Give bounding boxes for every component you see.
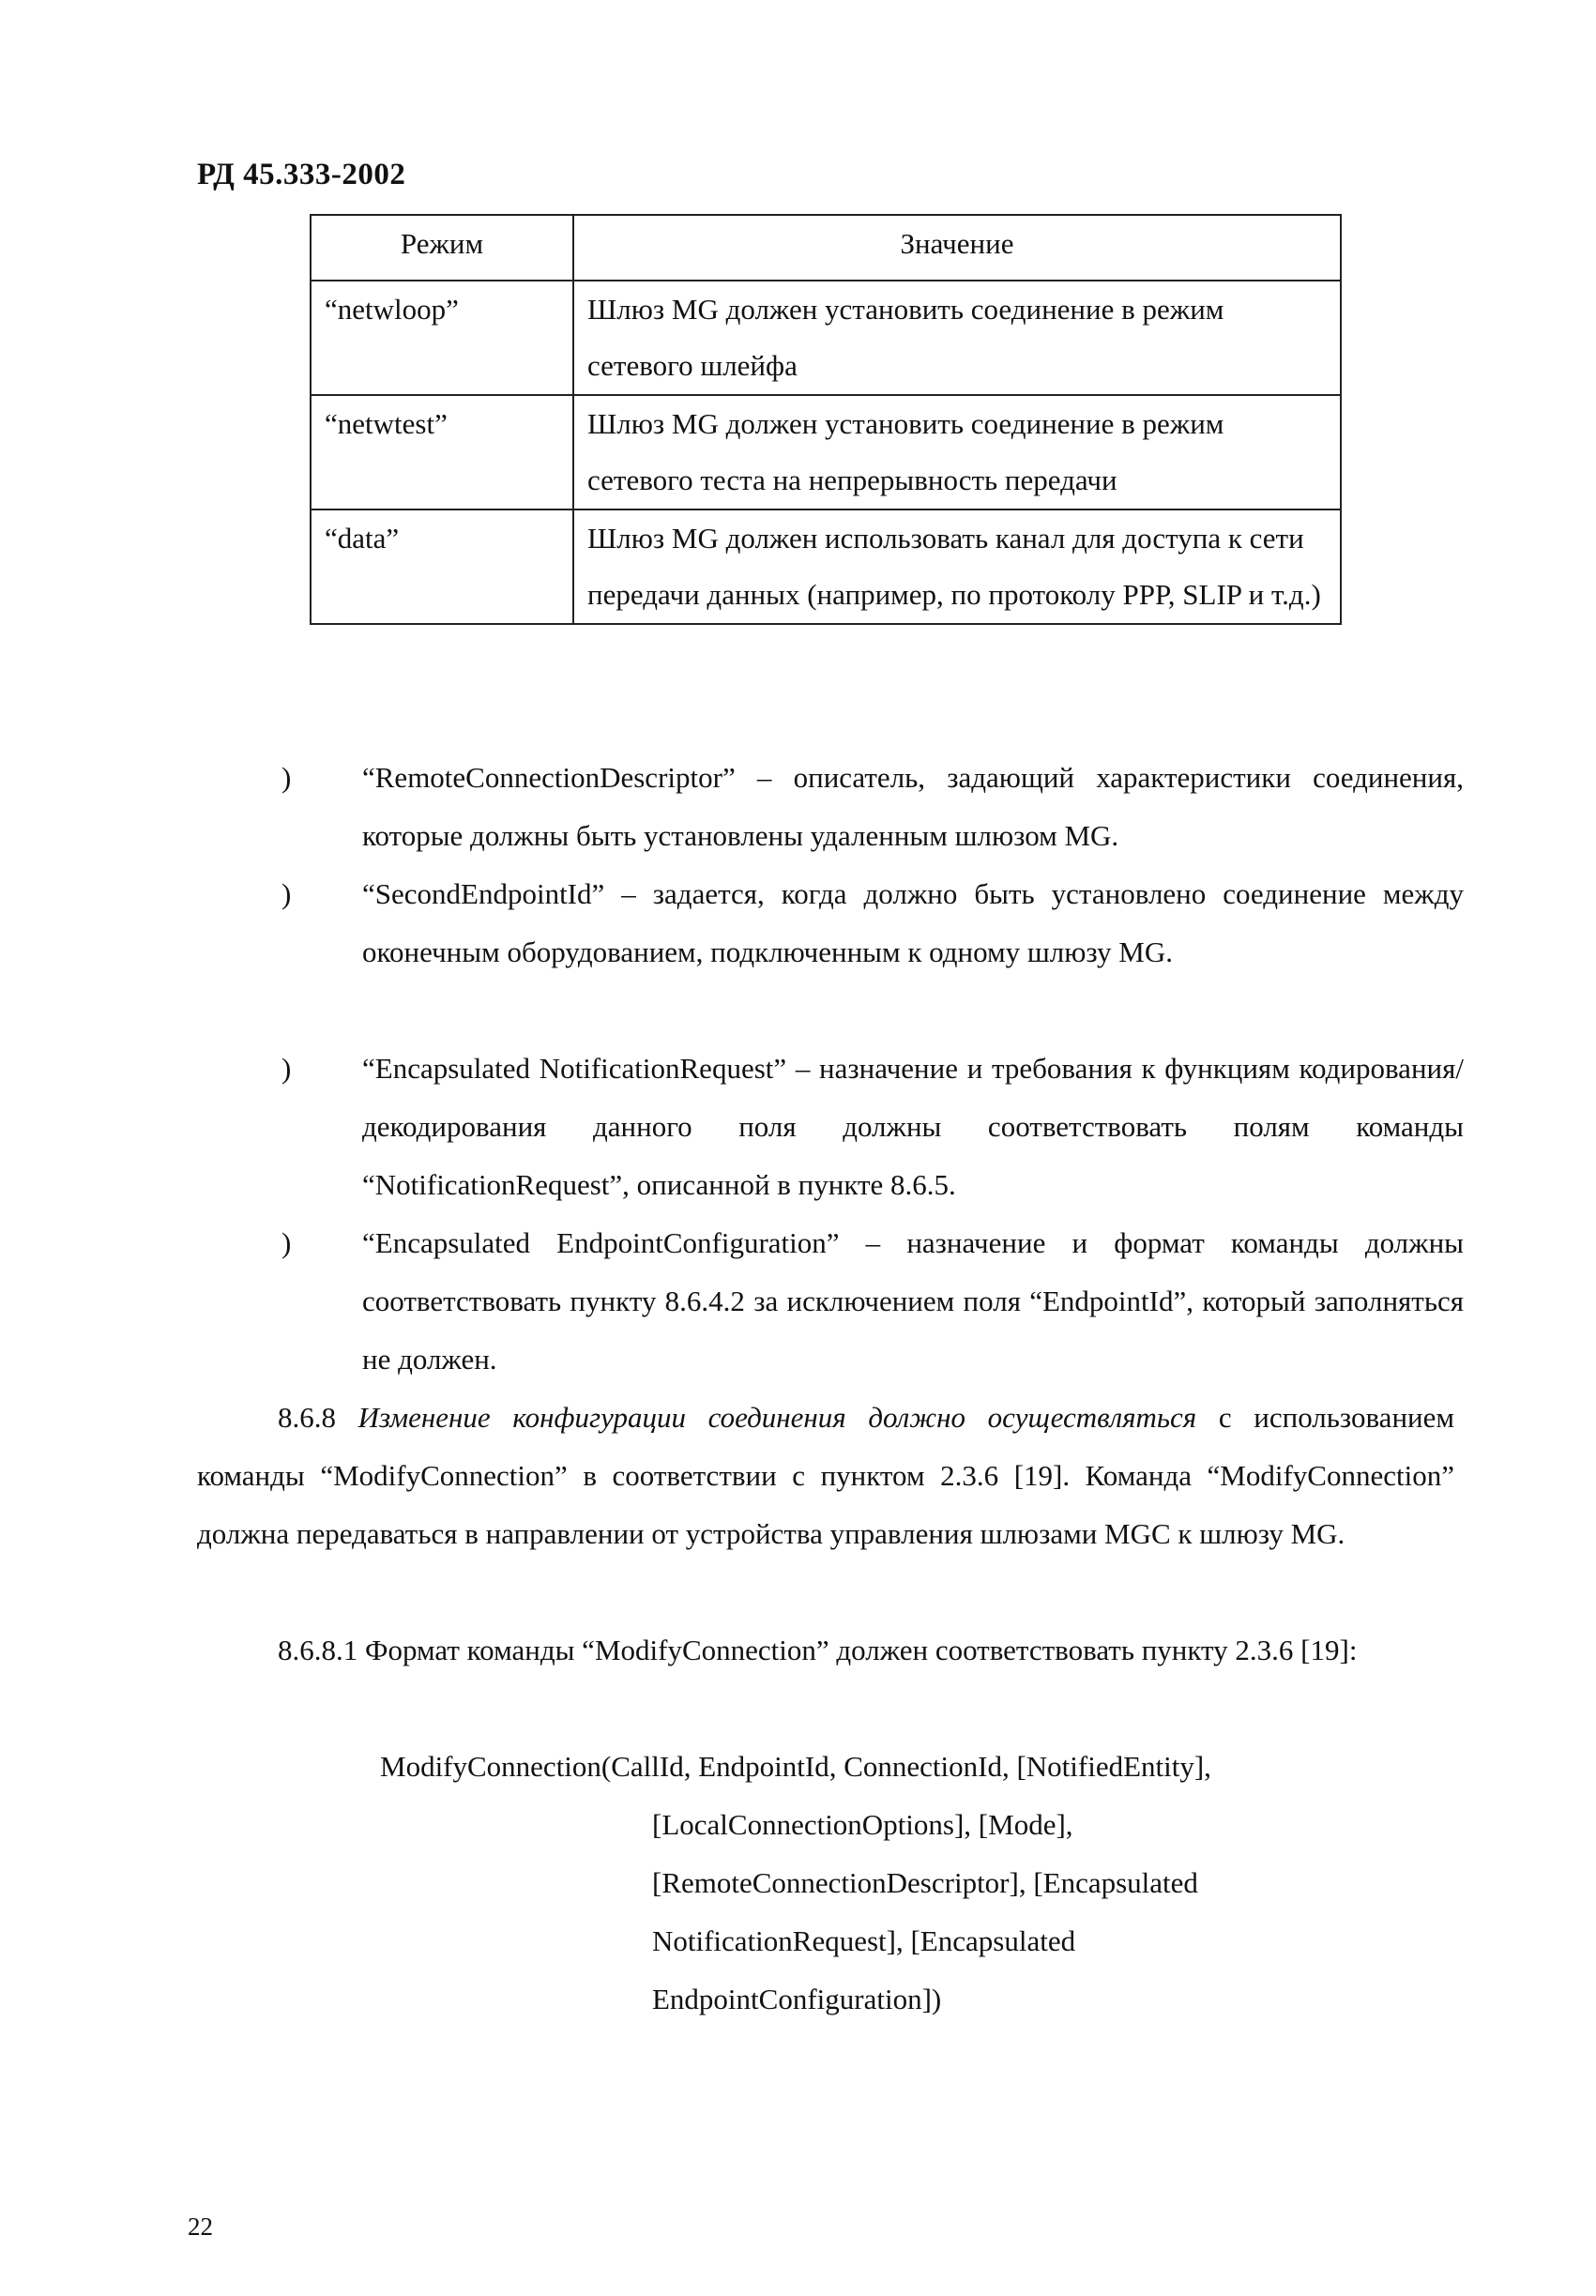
document-id-header: РД 45.333-2002 — [197, 158, 406, 191]
table-header-row — [311, 215, 1341, 281]
list-marker: ) — [281, 761, 292, 794]
value-cell: Шлюз MG должен установить соединение в режим сетевого теста на непрерывность передачи — [573, 395, 1341, 509]
command-syntax-block — [380, 1738, 1211, 2029]
command-syntax-line: EndpointConfiguration]) — [652, 1983, 942, 2015]
list-item-text: “SecondEndpointId” – задается, когда должно быть установлено соединение между оконечным оборудованием, подключенным к одному шлюзу MG. — [362, 877, 1464, 968]
list-item-text: “Encapsulated EndpointConfiguration” – назначение и формат команды должны соответствовать пункту 8.6.4.2 за исключением поля “EndpointId”, который заполняться не должен. — [362, 1226, 1464, 1376]
command-syntax-line: ModifyConnection(CallId, EndpointId, ConnectionId, [NotifiedEntity], — [380, 1750, 1211, 1783]
table-row — [311, 395, 1341, 509]
list-item-text: “RemoteConnectionDescriptor” – описатель, задающий характеристики соединения, которые должны быть установлены удаленным шлюзом MG. — [362, 761, 1464, 852]
mode-cell: “netwloop” — [311, 281, 573, 395]
list-item-encapsulated-notification-request — [281, 1040, 1464, 1214]
command-syntax-line: [RemoteConnectionDescriptor], [Encapsulated — [652, 1866, 1198, 1899]
table-row — [311, 281, 1341, 395]
section-8-6-8-1-text: 8.6.8.1 Формат команды “ModifyConnection” должен соответствовать пункту 2.3.6 [19]: — [278, 1634, 1358, 1666]
section-number: 8.6.8 — [278, 1401, 336, 1434]
section-title: Изменение конфигурации соединения должно осуществляться — [357, 1401, 1197, 1434]
list-item-second-endpoint-id — [281, 865, 1464, 981]
column-header-mode: Режим — [311, 215, 573, 281]
command-syntax-line: NotificationRequest], [Encapsulated — [652, 1924, 1076, 1957]
section-body: с использованием команды “ModifyConnection” в соответствии с пунктом 2.3.6 [19]. Команда “ModifyConnection” должна передаваться в направлении от устройства управления шлюзами MGC к шлюзу MG. — [197, 1401, 1454, 1550]
value-cell: Шлюз MG должен использовать канал для доступа к сети передачи данных (например, по протоколу PPP, SLIP и т.д.) — [573, 509, 1341, 624]
mode-cell: “data” — [311, 509, 573, 624]
section-8-6-8-1-paragraph — [197, 1621, 1454, 1680]
list-marker: ) — [281, 877, 292, 910]
column-header-value: Значение — [573, 215, 1341, 281]
list-item-text: “Encapsulated NotificationRequest” – назначение и требования к функциям кодирования/декодирования данного поля должны соответствовать полям команды “NotificationRequest”, описанной в пункте 8.6.5. — [362, 1052, 1464, 1201]
value-cell: Шлюз MG должен установить соединение в режим сетевого шлейфа — [573, 281, 1341, 395]
section-8-6-8-paragraph — [197, 1389, 1454, 1563]
list-marker: ) — [281, 1226, 292, 1259]
table-row — [311, 509, 1341, 624]
mode-table — [310, 214, 1342, 625]
mode-cell: “netwtest” — [311, 395, 573, 509]
page-number: 22 — [188, 2212, 213, 2241]
list-item-remote-connection-descriptor — [281, 749, 1464, 865]
list-item-encapsulated-endpoint-configuration — [281, 1214, 1464, 1389]
command-syntax-line: [LocalConnectionOptions], [Mode], — [652, 1808, 1073, 1841]
list-marker: ) — [281, 1052, 292, 1085]
